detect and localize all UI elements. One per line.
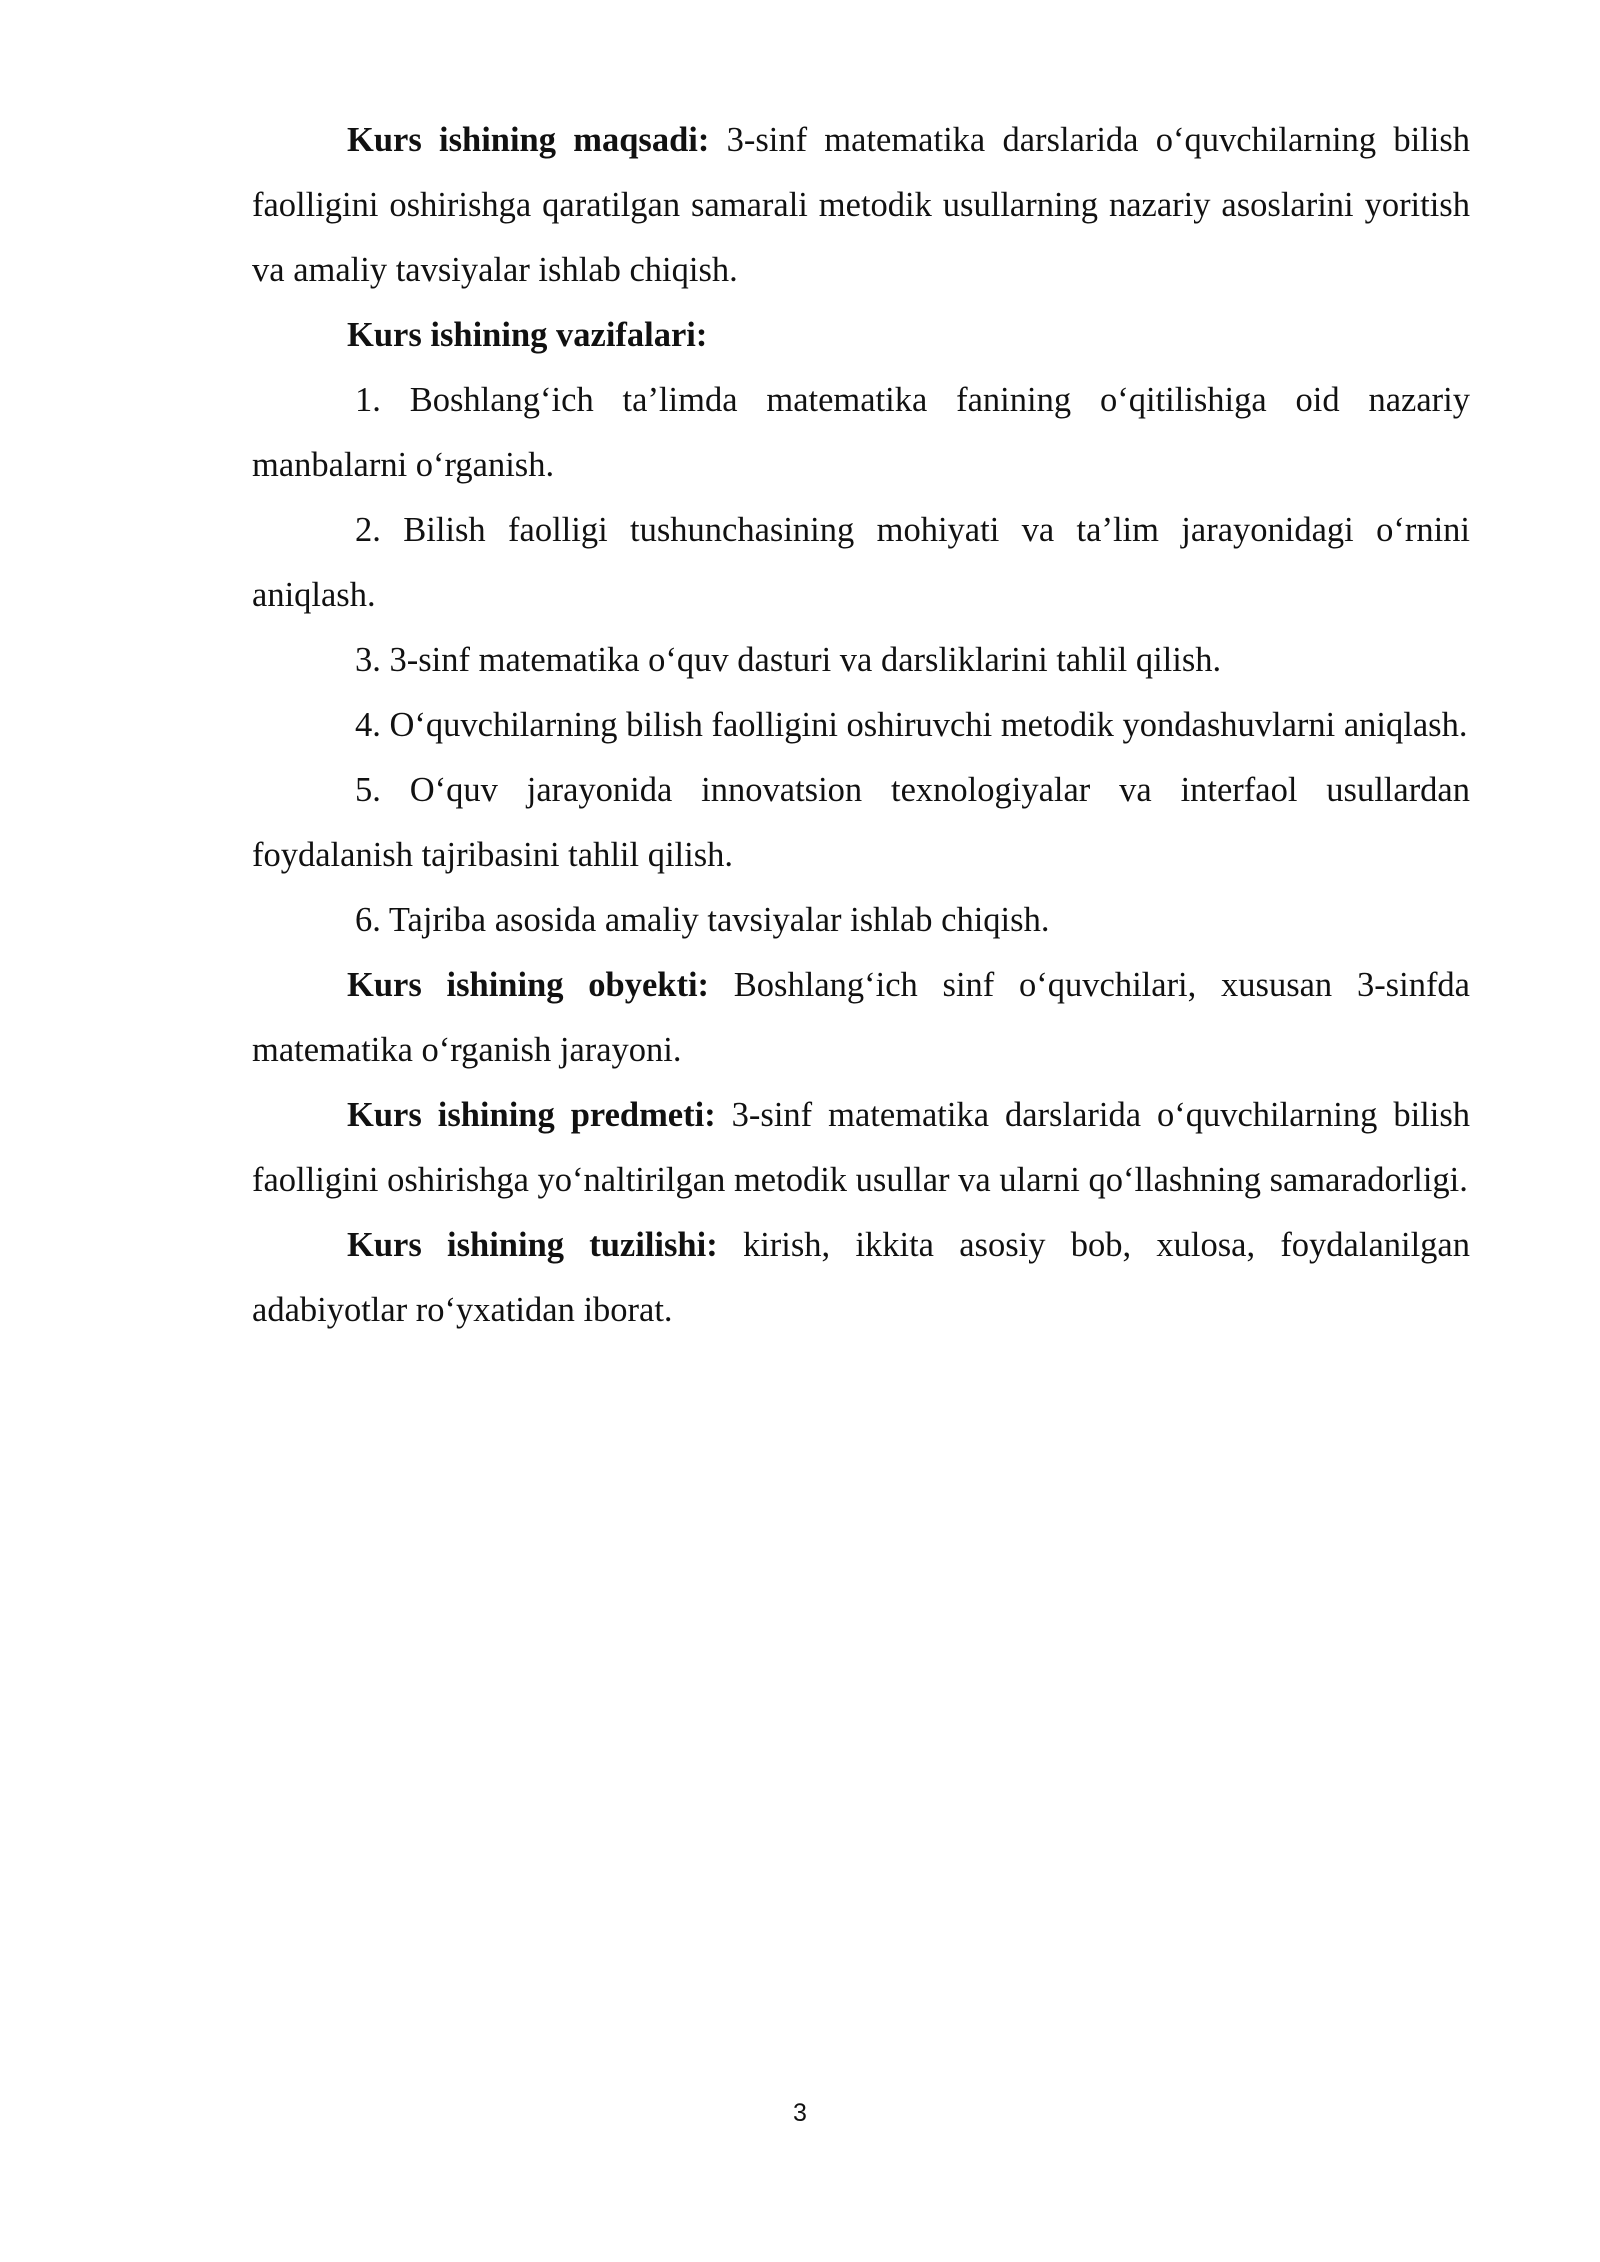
task-item-2: 2. Bilish faolligi tushunchasining mohiyati va ta’lim jarayonidagi o‘rnini aniqlash.: [252, 511, 1470, 614]
tasks-heading: [252, 303, 1470, 368]
task-item-5: 5. O‘quv jarayonida innovatsion texnologiyalar va interfaol usullardan foydalanish tajribasini tahlil qilish.: [252, 771, 1470, 874]
subject-paragraph: [252, 1083, 1470, 1213]
page-body: [252, 108, 1470, 1343]
structure-text: kirish, ikkita asosiy bob, xulosa, foydalanilgan adabiyotlar ro‘yxatidan iborat.: [252, 1226, 1470, 1329]
task-item-6: 6. Tajriba asosida amaliy tavsiyalar ishlab chiqish.: [355, 901, 1050, 939]
structure-label: Kurs ishining tuzilishi:: [347, 1226, 718, 1264]
object-paragraph: [252, 953, 1470, 1083]
subject-label: Kurs ishining predmeti:: [347, 1096, 716, 1134]
object-text: Boshlang‘ich sinf o‘quvchilari, xususan 3-sinfda matematika o‘rganish jarayoni.: [252, 966, 1470, 1069]
subject-text: 3-sinf matematika darslarida o‘quvchilarning bilish faolligini oshirishga yo‘naltirilgan metodik usullar va ularni qo‘llashning samaradorligi.: [252, 1096, 1470, 1199]
goal-paragraph: [252, 108, 1470, 303]
task-item-3: 3. 3-sinf matematika o‘quv dasturi va darsliklarini tahlil qilish.: [355, 641, 1222, 679]
task-item-4: 4. O‘quvchilarning bilish faolligini oshiruvchi metodik yondashuvlarni aniqlash.: [355, 706, 1468, 744]
task-item-1: 1. Boshlang‘ich ta’limda matematika fanining o‘qitilishiga oid nazariy manbalarni o‘rganish.: [252, 381, 1470, 484]
goal-label: Kurs ishining maqsadi:: [347, 121, 710, 159]
tasks-label: Kurs ishining vazifalari:: [347, 316, 708, 354]
structure-paragraph: [252, 1213, 1470, 1343]
page-number: 3: [793, 2099, 807, 2127]
object-label: Kurs ishining obyekti:: [347, 966, 710, 1004]
goal-text: 3-sinf matematika darslarida o‘quvchilarning bilish faolligini oshirishga qaratilgan samarali metodik usullarning nazariy asoslarini yoritish va amaliy tavsiyalar ishlab chiqish.: [252, 121, 1470, 289]
